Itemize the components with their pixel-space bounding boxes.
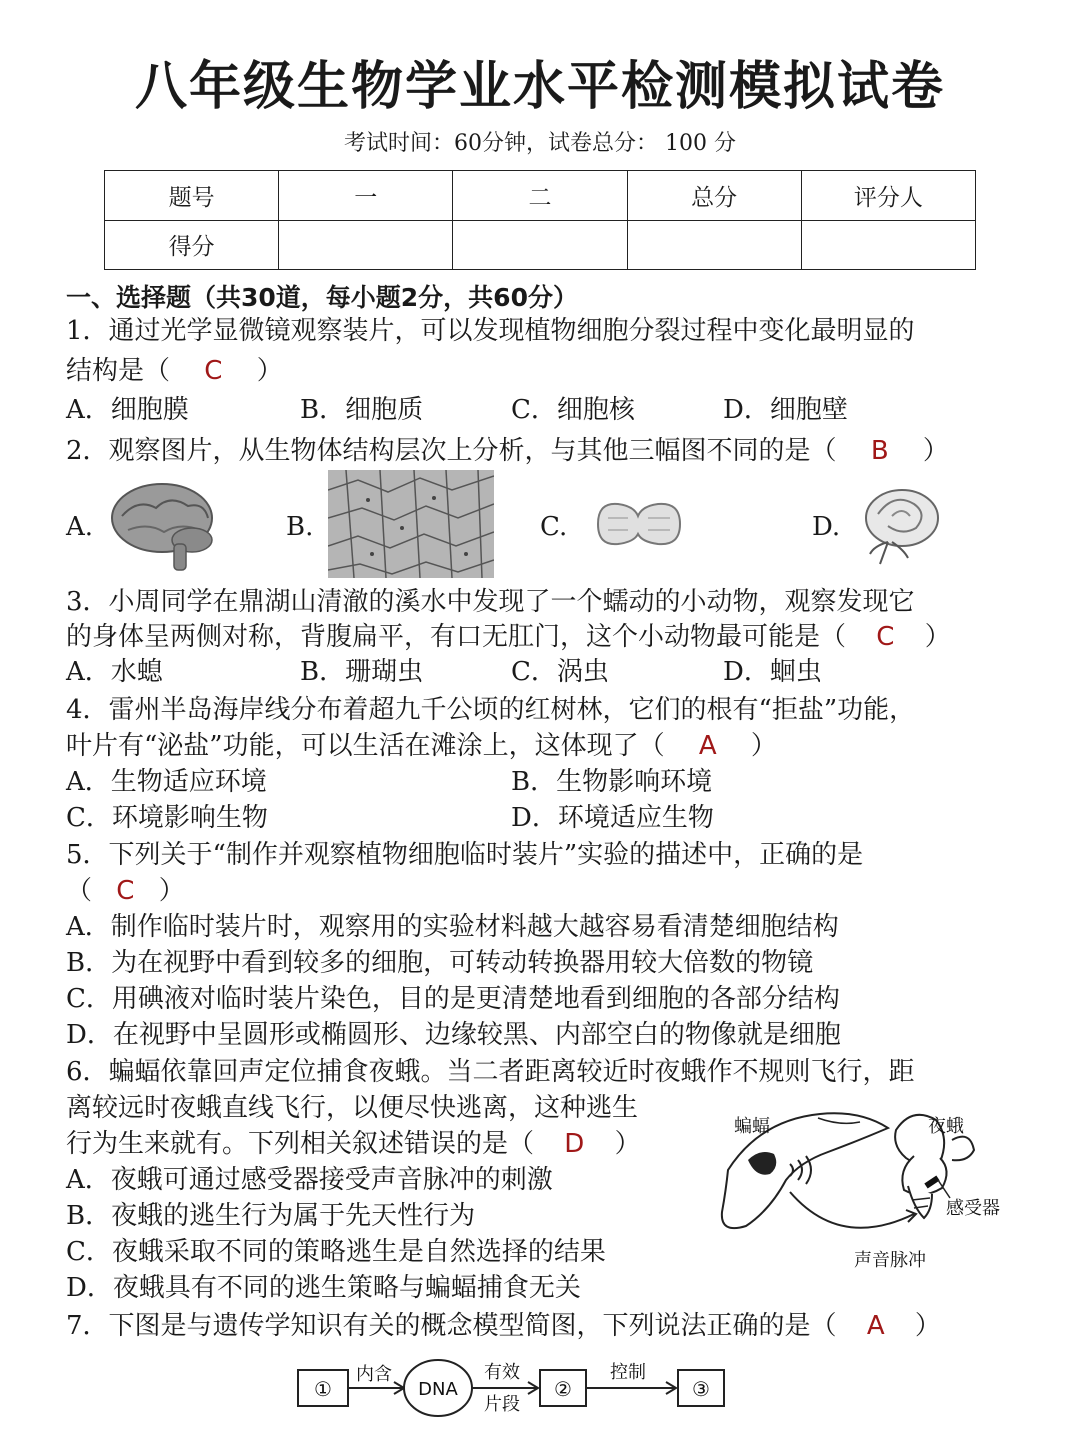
score-table: [104, 170, 976, 270]
section-heading: 一、选择题（共30道，每小题2分，共60分）: [66, 283, 578, 312]
q1-option-c: C．细胞核: [511, 395, 635, 425]
q5-option-c: C．用碘液对临时装片染色，目的是更清楚地看到细胞的各部分结构: [66, 984, 840, 1014]
q3-answer: C: [876, 622, 895, 652]
header-cell: 评分人: [801, 171, 975, 221]
page-title: 八年级生物学业水平检测模拟试卷: [134, 57, 945, 117]
q1-answer: C: [204, 356, 223, 386]
box-3-label: ③: [692, 1377, 710, 1401]
genetics-concept-diagram: [290, 1358, 740, 1434]
q4-paren-close: ）: [750, 731, 777, 761]
q6-option-d: D．夜蛾具有不同的逃生策略与蝙蝠捕食无关: [66, 1273, 581, 1303]
q2-label-a: A.: [66, 512, 94, 542]
score-table-score-row: [105, 220, 976, 270]
q3-option-b: B．珊瑚虫: [300, 657, 424, 687]
q5-line2: [66, 876, 185, 906]
q1-option-a: A．细胞膜: [66, 395, 189, 425]
header-cell: 一: [279, 171, 453, 221]
q6-text: 行为生来就有。下列相关叙述错误的是（: [66, 1129, 535, 1159]
brain-image: [108, 478, 226, 574]
q1-text: 结构是（: [66, 356, 171, 386]
row-label-cell: 得分: [105, 220, 279, 270]
q5-line1: 5．下列关于“制作并观察植物细胞临时装片”实验的描述中，正确的是: [66, 840, 864, 870]
q4-option-b: B．生物影响环境: [511, 767, 713, 797]
header-cell: 二: [453, 171, 627, 221]
q7-text: 7．下图是与遗传学知识有关的概念模型简图，下列说法正确的是（: [66, 1311, 837, 1341]
q6-line3: [66, 1129, 641, 1159]
q4-option-a: A．生物适应环境: [66, 767, 267, 797]
moth-label: 夜蛾: [928, 1116, 964, 1137]
q2-line1: [66, 436, 949, 466]
q2-label-c: C.: [540, 512, 568, 542]
q3-line1: 3．小周同学在鼎湖山清澈的溪水中发现了一个蠕动的小动物，观察发现它: [66, 587, 915, 617]
exam-info: 考试时间：60分钟，试卷总分： 100 分: [344, 131, 736, 156]
q7-answer: A: [866, 1311, 885, 1341]
sound-pulse-arrow: [790, 1192, 914, 1228]
q6-line1: 6．蝙蝠依靠回声定位捕食夜蛾。当二者距离较近时夜蛾作不规则飞行，距: [66, 1057, 915, 1087]
receptor-label: 感受器: [946, 1198, 1000, 1219]
plant-cell-tissue-image: [328, 470, 494, 578]
q4-option-d: D．环境适应生物: [511, 803, 714, 833]
q5-paren-open: （: [66, 876, 93, 906]
dna-label: DNA: [418, 1379, 458, 1400]
q1-option-b: B．细胞质: [300, 395, 424, 425]
q3-option-a: A．水螅: [66, 657, 163, 687]
peanut-image: [588, 494, 688, 556]
q6-line2: 离较远时夜蛾直线飞行，以便尽快逃离，这种逃生: [66, 1093, 639, 1123]
bat-label: 蝙蝠: [734, 1116, 770, 1137]
q4-line2: [66, 731, 777, 761]
effective-label-1: 有效: [484, 1362, 520, 1383]
q2-label-b: B.: [286, 512, 314, 542]
q2-label-d: D.: [812, 512, 841, 542]
score-cell[interactable]: [627, 220, 801, 270]
box-2-label: ②: [554, 1377, 572, 1401]
control-label: 控制: [610, 1362, 646, 1383]
q1-option-d: D．细胞壁: [723, 395, 848, 425]
score-cell[interactable]: [453, 220, 627, 270]
q4-line1: 4．雷州半岛海岸线分布着超九千公顷的红树林，它们的根有“拒盐”功能，: [66, 695, 916, 725]
q4-answer: A: [698, 731, 717, 761]
q3-text: 的身体呈两侧对称，背腹扁平，有口无肛门，这个小动物最可能是（: [66, 622, 847, 652]
header-cell: 总分: [627, 171, 801, 221]
q5-paren-close: ）: [158, 876, 185, 906]
q5-option-a: A．制作临时装片时，观察用的实验材料越大越容易看清楚细胞结构: [66, 912, 839, 942]
score-table-header-row: [105, 171, 976, 221]
q1-line1: 1．通过光学显微镜观察装片，可以发现植物细胞分裂过程中变化最明显的: [66, 316, 915, 346]
q5-option-b: B．为在视野中看到较多的细胞，可转动转换器用较大倍数的物镜: [66, 948, 814, 978]
score-cell[interactable]: [279, 220, 453, 270]
q5-option-d: D．在视野中呈圆形或椭圆形、边缘较黑、内部空白的物像就是细胞: [66, 1020, 841, 1050]
score-cell[interactable]: [801, 220, 975, 270]
rose-flower-image: [858, 484, 948, 568]
q3-option-c: C．涡虫: [511, 657, 609, 687]
q1-paren-close: ）: [256, 356, 283, 386]
q6-option-b: B．夜蛾的逃生行为属于先天性行为: [66, 1201, 476, 1231]
q6-paren-close: ）: [614, 1129, 641, 1159]
bat-moth-figure: [700, 1100, 1030, 1290]
q6-option-c: C．夜蛾采取不同的策略逃生是自然选择的结果: [66, 1237, 606, 1267]
q1-line2: [66, 356, 283, 386]
q2-answer: B: [870, 436, 889, 466]
q2-text: 2．观察图片，从生物体结构层次上分析，与其他三幅图不同的是（: [66, 436, 837, 466]
q7-line1: [66, 1311, 941, 1341]
q7-paren-close: ）: [914, 1311, 941, 1341]
q3-paren-close: ）: [924, 622, 951, 652]
effective-label-2: 片段: [484, 1394, 520, 1415]
q3-line2: [66, 622, 951, 652]
q6-answer: D: [564, 1129, 585, 1159]
sound-pulse-label: 声音脉冲: [854, 1250, 926, 1271]
box-1-label: ①: [314, 1377, 332, 1401]
q5-answer: C: [116, 876, 135, 906]
q3-option-d: D．蛔虫: [723, 657, 822, 687]
q4-text: 叶片有“泌盐”功能，可以生活在滩涂上，这体现了（: [66, 731, 665, 761]
contains-label: 内含: [356, 1364, 392, 1385]
q6-option-a: A．夜蛾可通过感受器接受声音脉冲的刺激: [66, 1165, 553, 1195]
q4-option-c: C．环境影响生物: [66, 803, 268, 833]
header-cell: 题号: [105, 171, 279, 221]
q2-paren-close: ）: [922, 436, 949, 466]
